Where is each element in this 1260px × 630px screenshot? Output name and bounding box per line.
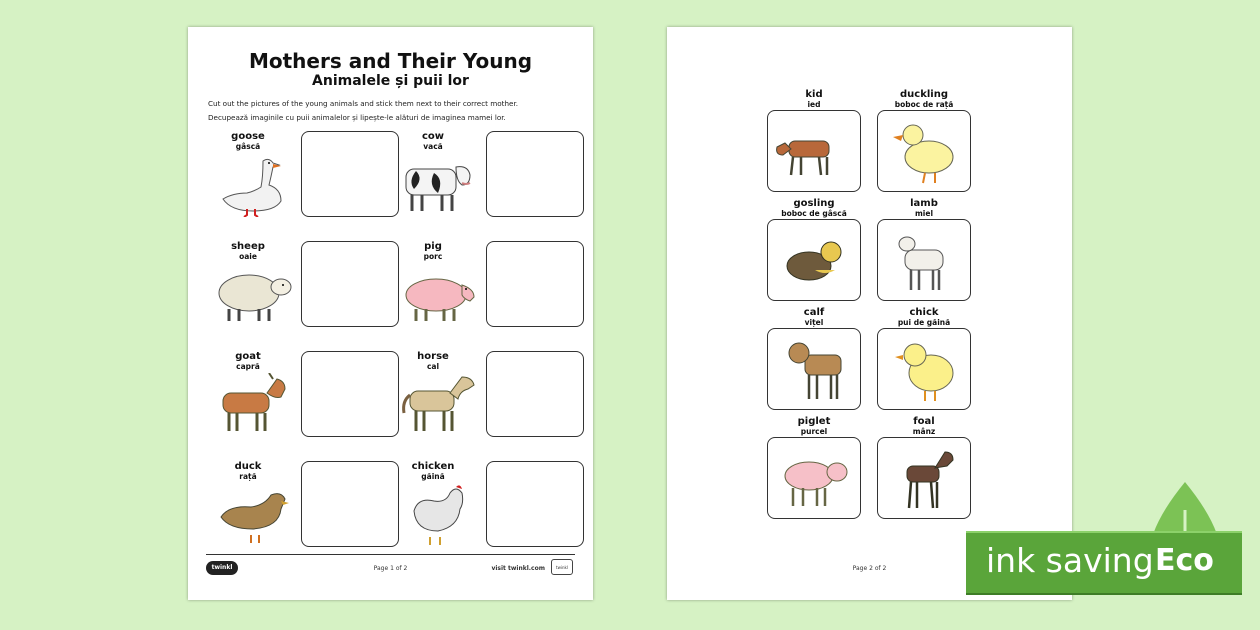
mother-label-ro: porc bbox=[423, 252, 443, 261]
pig-icon bbox=[400, 263, 478, 327]
calf-icon bbox=[775, 335, 855, 405]
cutout-box[interactable] bbox=[877, 219, 971, 301]
young-label: gosling bbox=[793, 198, 835, 209]
mother-label: horse bbox=[417, 351, 449, 362]
goat-icon bbox=[215, 373, 293, 437]
mother-label-ro: gâscă bbox=[235, 142, 261, 151]
young-label-ro: miel bbox=[914, 209, 934, 218]
mother-label-ro: rață bbox=[239, 472, 257, 481]
mother-row-goose bbox=[203, 131, 383, 231]
instruction-english: Cut out the pictures of the young animals and stick them next to their correct mother. bbox=[208, 99, 519, 108]
page-number: Page 2 of 2 bbox=[852, 565, 887, 572]
worksheet-page-1 bbox=[188, 27, 593, 600]
mother-row-sheep bbox=[203, 241, 383, 341]
cutout-box[interactable] bbox=[877, 437, 971, 519]
kid-icon bbox=[775, 117, 855, 187]
young-label: duckling bbox=[900, 89, 948, 100]
instruction-romanian: Decupează imaginile cu puii animalelor și lipește-le alături de imaginea mamei lor. bbox=[208, 113, 506, 122]
gosling-icon bbox=[775, 226, 855, 296]
twinkl-badge: twinkl bbox=[551, 559, 573, 575]
page-number: Page 1 of 2 bbox=[373, 565, 408, 572]
cutout-card-lamb[interactable] bbox=[877, 198, 977, 306]
mother-label: pig bbox=[424, 241, 442, 252]
mother-label-ro: capră bbox=[236, 362, 260, 371]
cutout-card-gosling[interactable] bbox=[767, 198, 867, 306]
paste-box[interactable] bbox=[486, 351, 584, 437]
page-title: Mothers and Their Young bbox=[248, 49, 533, 73]
young-label-ro: pui de găină bbox=[897, 318, 951, 327]
young-label: calf bbox=[803, 307, 825, 318]
mother-label: duck bbox=[234, 461, 262, 472]
young-label: lamb bbox=[910, 198, 938, 209]
cutout-card-piglet[interactable] bbox=[767, 416, 867, 524]
mother-label-ro: oaie bbox=[239, 252, 257, 261]
mother-row-horse bbox=[388, 351, 568, 451]
mother-label: goat bbox=[235, 351, 261, 362]
mother-row-duck bbox=[203, 461, 383, 561]
young-label: foal bbox=[913, 416, 935, 427]
cutout-box[interactable] bbox=[767, 328, 861, 410]
paste-box[interactable] bbox=[301, 131, 399, 217]
cutout-card-calf[interactable] bbox=[767, 307, 867, 415]
mother-row-cow bbox=[388, 131, 568, 231]
eco-word: Eco bbox=[1155, 543, 1214, 578]
footer-rule bbox=[206, 554, 575, 555]
cutout-box[interactable] bbox=[877, 110, 971, 192]
cutout-box[interactable] bbox=[767, 110, 861, 192]
eco-label: ink saving bbox=[986, 541, 1154, 580]
young-label-ro: boboc de gâscă bbox=[781, 209, 847, 218]
cow-icon bbox=[400, 153, 478, 217]
cutout-card-kid[interactable] bbox=[767, 89, 867, 197]
young-label: kid bbox=[805, 89, 823, 100]
paste-box[interactable] bbox=[301, 461, 399, 547]
duck-icon bbox=[215, 483, 293, 547]
mother-label: chicken bbox=[411, 461, 455, 472]
young-label-ro: purcel bbox=[800, 427, 828, 436]
young-label: piglet bbox=[797, 416, 831, 427]
duckling-icon bbox=[885, 117, 965, 187]
cutout-box[interactable] bbox=[877, 328, 971, 410]
mother-label: goose bbox=[231, 131, 265, 142]
paste-box[interactable] bbox=[301, 351, 399, 437]
mother-label: cow bbox=[421, 131, 445, 142]
mother-label-ro: cal bbox=[426, 362, 440, 371]
young-label-ro: boboc de rață bbox=[894, 100, 954, 109]
cutout-card-foal[interactable] bbox=[877, 416, 977, 524]
paste-box[interactable] bbox=[486, 461, 584, 547]
horse-icon bbox=[400, 373, 478, 437]
young-label-ro: ied bbox=[807, 100, 821, 109]
lamb-icon bbox=[885, 226, 965, 296]
young-label-ro: mânz bbox=[912, 427, 936, 436]
mother-row-pig bbox=[388, 241, 568, 341]
chick-icon bbox=[885, 335, 965, 405]
chicken-icon bbox=[400, 483, 478, 547]
mother-label-ro: vacă bbox=[423, 142, 443, 151]
twinkl-logo: twinkl bbox=[206, 561, 238, 575]
cutout-box[interactable] bbox=[767, 219, 861, 301]
goose-icon bbox=[215, 153, 293, 217]
mother-row-goat bbox=[203, 351, 383, 451]
young-label-ro: vițel bbox=[804, 318, 824, 327]
sheep-icon bbox=[215, 263, 293, 327]
paste-box[interactable] bbox=[486, 241, 584, 327]
cutout-box[interactable] bbox=[767, 437, 861, 519]
mother-label: sheep bbox=[231, 241, 265, 252]
page-subtitle: Animalele și puii lor bbox=[312, 73, 469, 89]
foal-icon bbox=[885, 444, 965, 514]
mother-row-chicken bbox=[388, 461, 568, 561]
footer-url[interactable]: visit twinkl.com bbox=[491, 565, 545, 572]
mother-label-ro: găină bbox=[421, 472, 445, 481]
paste-box[interactable] bbox=[486, 131, 584, 217]
young-label: chick bbox=[909, 307, 939, 318]
cutout-card-chick[interactable] bbox=[877, 307, 977, 415]
cutout-card-duckling[interactable] bbox=[877, 89, 977, 197]
piglet-icon bbox=[775, 444, 855, 514]
paste-box[interactable] bbox=[301, 241, 399, 327]
worksheet-page-2 bbox=[667, 27, 1072, 600]
